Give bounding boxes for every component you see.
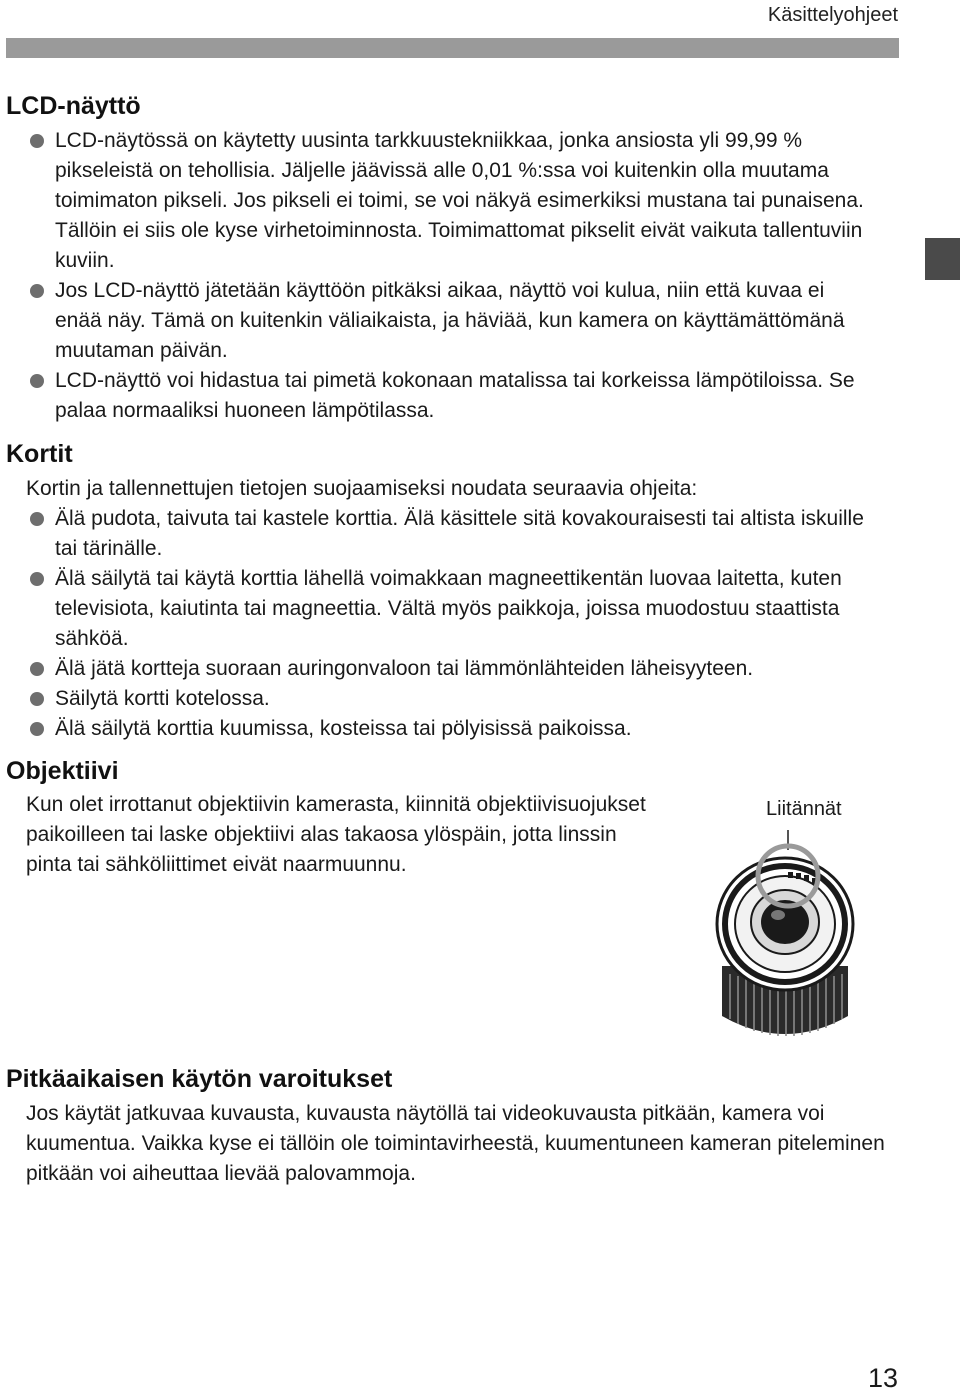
section-heading-lcd: LCD-näyttö (6, 92, 141, 120)
section-heading-cards: Kortit (6, 440, 73, 468)
chapter-tab-marker (925, 238, 960, 280)
section-heading-lens: Objektiivi (6, 757, 119, 785)
list-item: LCD-näyttö voi hidastua tai pimetä kokonaan matalissa tai korkeissa lämpötiloissa. Se palaa normaaliksi huoneen lämpötilassa. (30, 366, 875, 426)
bullet-icon (30, 134, 44, 148)
list-item: Älä säilytä korttia kuumissa, kosteissa tai pölyisissä paikoissa. (30, 714, 880, 744)
lens-figure-label: Liitännät (766, 798, 842, 820)
bullet-icon (30, 284, 44, 298)
page-header-title: Käsittelyohjeet (767, 4, 898, 26)
bullet-icon (30, 692, 44, 706)
lens-text: Kun olet irrottanut objektiivin kamerasta, kiinnitä objektiivisuojukset paikoilleen tai laske objektiivi alas takaosa ylöspäin, jotta linssin pinta tai sähköliittimet eivät naarmuunnu. (26, 793, 646, 876)
list-item: Säilytä kortti kotelossa. (30, 684, 880, 714)
bullet-icon (30, 662, 44, 676)
list-item: LCD-näytössä on käytetty uusinta tarkkuustekniikkaa, jonka ansiosta yli 99,99 % pikseleistä on tehollisia. Jäljelle jäävissä alle 0,01 %:ssa voi kuitenkin olla muutama toimimaton pikseli. Jos pikseli ei toimi, se voi näkyä esimerkiksi mustana tai punaisena. Tällöin ei siis ole kyse virhetoiminnosta. Toimimattomat pikselit eivät vaikuta tallentuviin kuviin. (30, 126, 875, 276)
cards-intro: Kortin ja tallennettujen tietojen suojaamiseksi noudata seuraavia ohjeita: (26, 477, 698, 500)
bullet-icon (30, 722, 44, 736)
list-item: Älä säilytä tai käytä korttia lähellä voimakkaan magneettikentän luovaa laitetta, kuten televisiota, kaiutinta tai magneettia. Vältä myös paikkoja, joissa muodostuu staattista sähköä. (30, 564, 880, 654)
page-number: 13 (867, 1363, 898, 1393)
header-bar (6, 38, 899, 58)
list-item: Jos LCD-näyttö jätetään käyttöön pitkäksi aikaa, näyttö voi kulua, niin että kuvaa ei enää näy. Tämä on kuitenkin väliaikaista, ja häviää, kun kamera on käyttämättömänä muutaman päivän. (30, 276, 875, 366)
list-item: Älä jätä kortteja suoraan auringonvaloon tai lämmönlähteiden läheisyyteen. (30, 654, 880, 684)
section-heading-longuse: Pitkäaikaisen käytön varoitukset (6, 1065, 393, 1093)
lcd-bullet-list (30, 126, 875, 426)
bullet-icon (30, 572, 44, 586)
list-item: Älä pudota, taivuta tai kastele korttia. Älä käsittele sitä kovakouraisesti tai altista iskuille tai tärinälle. (30, 504, 880, 564)
longuse-text: Jos käytät jatkuvaa kuvausta, kuvausta näytöllä tai videokuvausta pitkään, kamera voi kuumentua. Vaikka kyse ei tällöin ole toimintavirheestä, kuumentuneen kameran piteleminen pitkään voi aiheuttaa lievää palovammoja. (26, 1102, 885, 1185)
lens-rear-illustration (700, 826, 870, 1046)
bullet-icon (30, 512, 44, 526)
cards-bullet-list (30, 504, 880, 744)
bullet-icon (30, 374, 44, 388)
